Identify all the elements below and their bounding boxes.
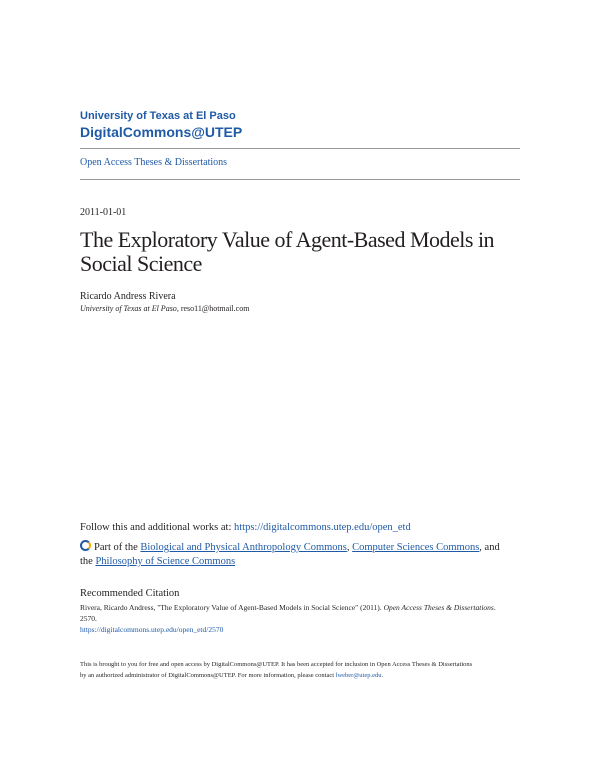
follow-label: Follow this and additional works at:: [80, 522, 234, 533]
title-line-1: The Exploratory Value of Agent-Based Models in: [80, 227, 495, 252]
separator-1: ,: [346, 542, 353, 553]
document-title: [80, 228, 520, 276]
publication-date: 2011-01-01: [80, 207, 127, 218]
contact-email-link[interactable]: lweber@utep.edu: [335, 672, 382, 679]
separator-2: , and: [479, 542, 500, 553]
citation-line-1: [80, 602, 530, 613]
follow-url-link[interactable]: https://digitalcommons.utep.edu/open_etd: [234, 522, 411, 533]
author-affiliation: [80, 304, 249, 313]
citation-collection: Open Access Theses & Dissertations: [383, 603, 494, 612]
author-name: Ricardo Andress Rivera: [80, 291, 176, 302]
bottom-divider: [80, 179, 520, 180]
citation-tail: .: [493, 603, 496, 612]
institution-header: [80, 110, 242, 141]
title-line-2: Social Science: [80, 251, 202, 276]
footer-line-2-end: .: [381, 672, 384, 679]
commons-link-anthropology[interactable]: Biological and Physical Anthropology Commons: [140, 542, 347, 553]
citation-url-link[interactable]: https://digitalcommons.utep.edu/open_etd/2570: [80, 625, 224, 634]
collection-link[interactable]: Open Access Theses & Dissertations: [80, 157, 228, 168]
the-label: the: [80, 556, 96, 567]
part-of-line: [80, 540, 530, 569]
author-email[interactable]: , reso11@hotmail.com: [176, 304, 250, 313]
footer-notice: [80, 659, 530, 681]
footer-line-1: This is brought to you for free and open access by DigitalCommons@UTEP. It has been accepted for inclusion in Open Access Theses & Dissertations: [80, 661, 473, 668]
institution-name: University of Texas at El Paso: [80, 110, 236, 122]
follow-line: [80, 522, 411, 533]
commons-logo-icon: [80, 540, 91, 551]
repository-name[interactable]: DigitalCommons@UTEP: [80, 124, 243, 140]
citation-number: 2570.: [80, 614, 97, 623]
footer-line-2: [80, 670, 530, 681]
commons-link-philosophy[interactable]: Philosophy of Science Commons: [95, 556, 236, 567]
citation-heading: Recommended Citation: [80, 588, 180, 599]
part-of-label: Part of the: [94, 542, 141, 553]
citation-main: Rivera, Ricardo Andress, "The Exploratory Value of Agent-Based Models in Social Science" (2011).: [80, 603, 384, 612]
top-divider: [80, 148, 520, 149]
citation-text: [80, 602, 530, 635]
affiliation-name: University of Texas at El Paso: [80, 304, 177, 313]
footer-line-2-text: by an authorized administrator of DigitalCommons@UTEP. For more information, please contact: [80, 672, 336, 679]
commons-link-computer-sciences[interactable]: Computer Sciences Commons: [352, 542, 480, 553]
